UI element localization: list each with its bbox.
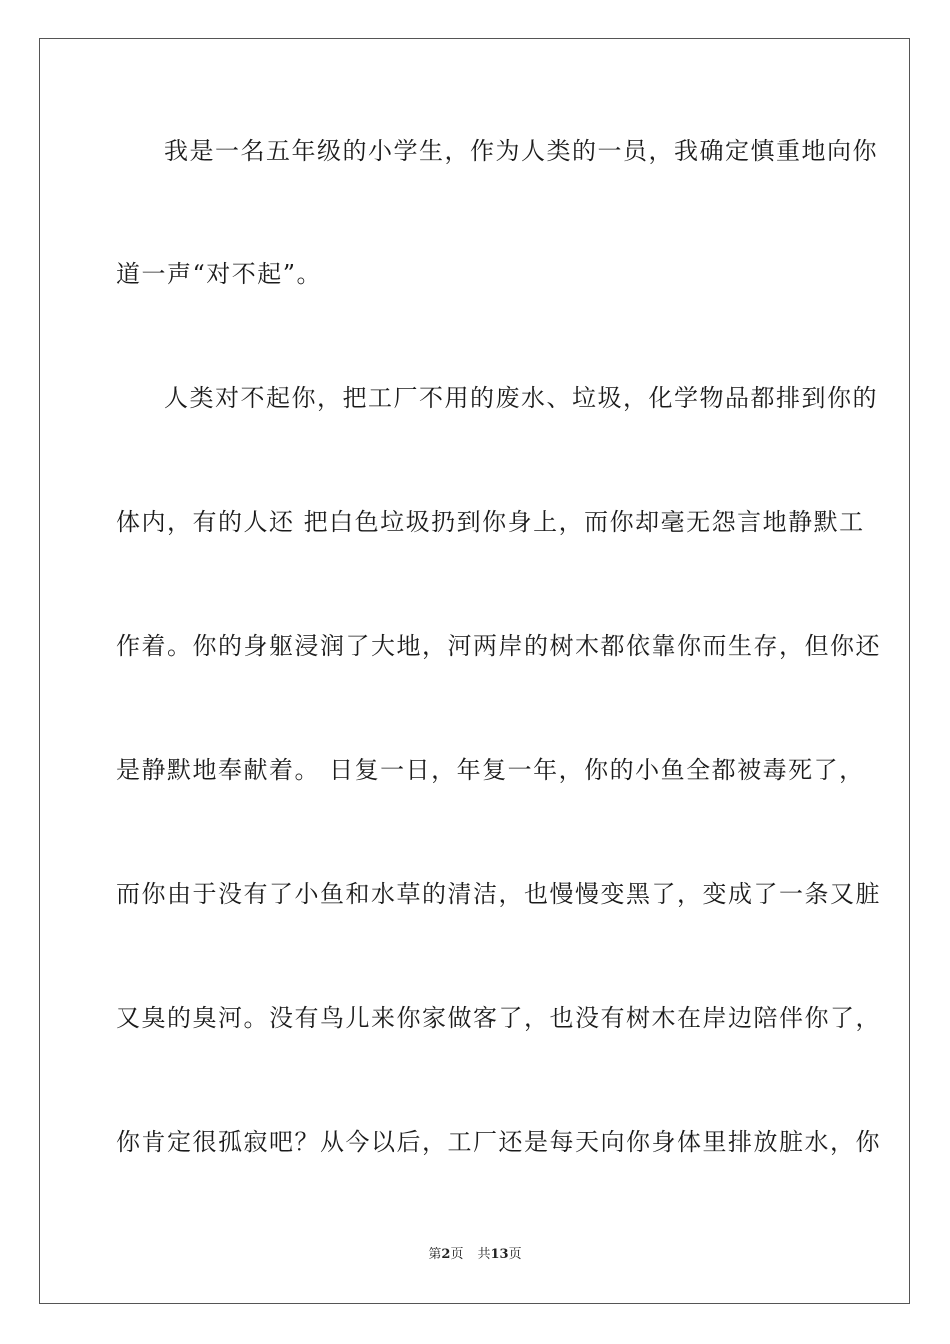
page-footer (0, 1247, 950, 1263)
paragraph-1-line-1: 我是一名五年级的小学生，作为人类的一员，我确定慎重地向你 (164, 137, 878, 165)
paragraph-2-line-4: 是静默地奉献着。 日复一日，年复一年，你的小鱼全都被毒死了， (116, 756, 865, 784)
paragraph-2-line-6: 又臭的臭河。没有鸟儿来你家做客了，也没有树木在岸边陪伴你了， (116, 1004, 881, 1032)
total-prefix: 共 (477, 1247, 491, 1262)
page-number: 2 (441, 1247, 451, 1262)
paragraph-2-line-5: 而你由于没有了小鱼和水草的清洁，也慢慢变黑了，变成了一条又脏 (116, 880, 881, 908)
total-pages: 13 (490, 1247, 509, 1262)
paragraph-2-line-7: 你肯定很孤寂吧？从今以后，工厂还是每天向你身体里排放脏水，你 (116, 1128, 881, 1156)
page-suffix: 页 (450, 1247, 464, 1262)
paragraph-2-line-1: 人类对不起你，把工厂不用的废水、垃圾，化学物品都排到你的 (164, 384, 878, 412)
page-border (39, 38, 910, 1304)
total-suffix: 页 (508, 1247, 522, 1262)
page-prefix: 第 (428, 1247, 442, 1262)
paragraph-2-line-3: 作着。你的身躯浸润了大地，河两岸的树木都依靠你而生存，但你还 (116, 632, 881, 660)
paragraph-2-line-2: 体内，有的人还 把白色垃圾扔到你身上，而你却毫无怨言地静默工 (116, 508, 865, 536)
paragraph-1-line-2: 道一声“对不起”。 (116, 260, 323, 288)
